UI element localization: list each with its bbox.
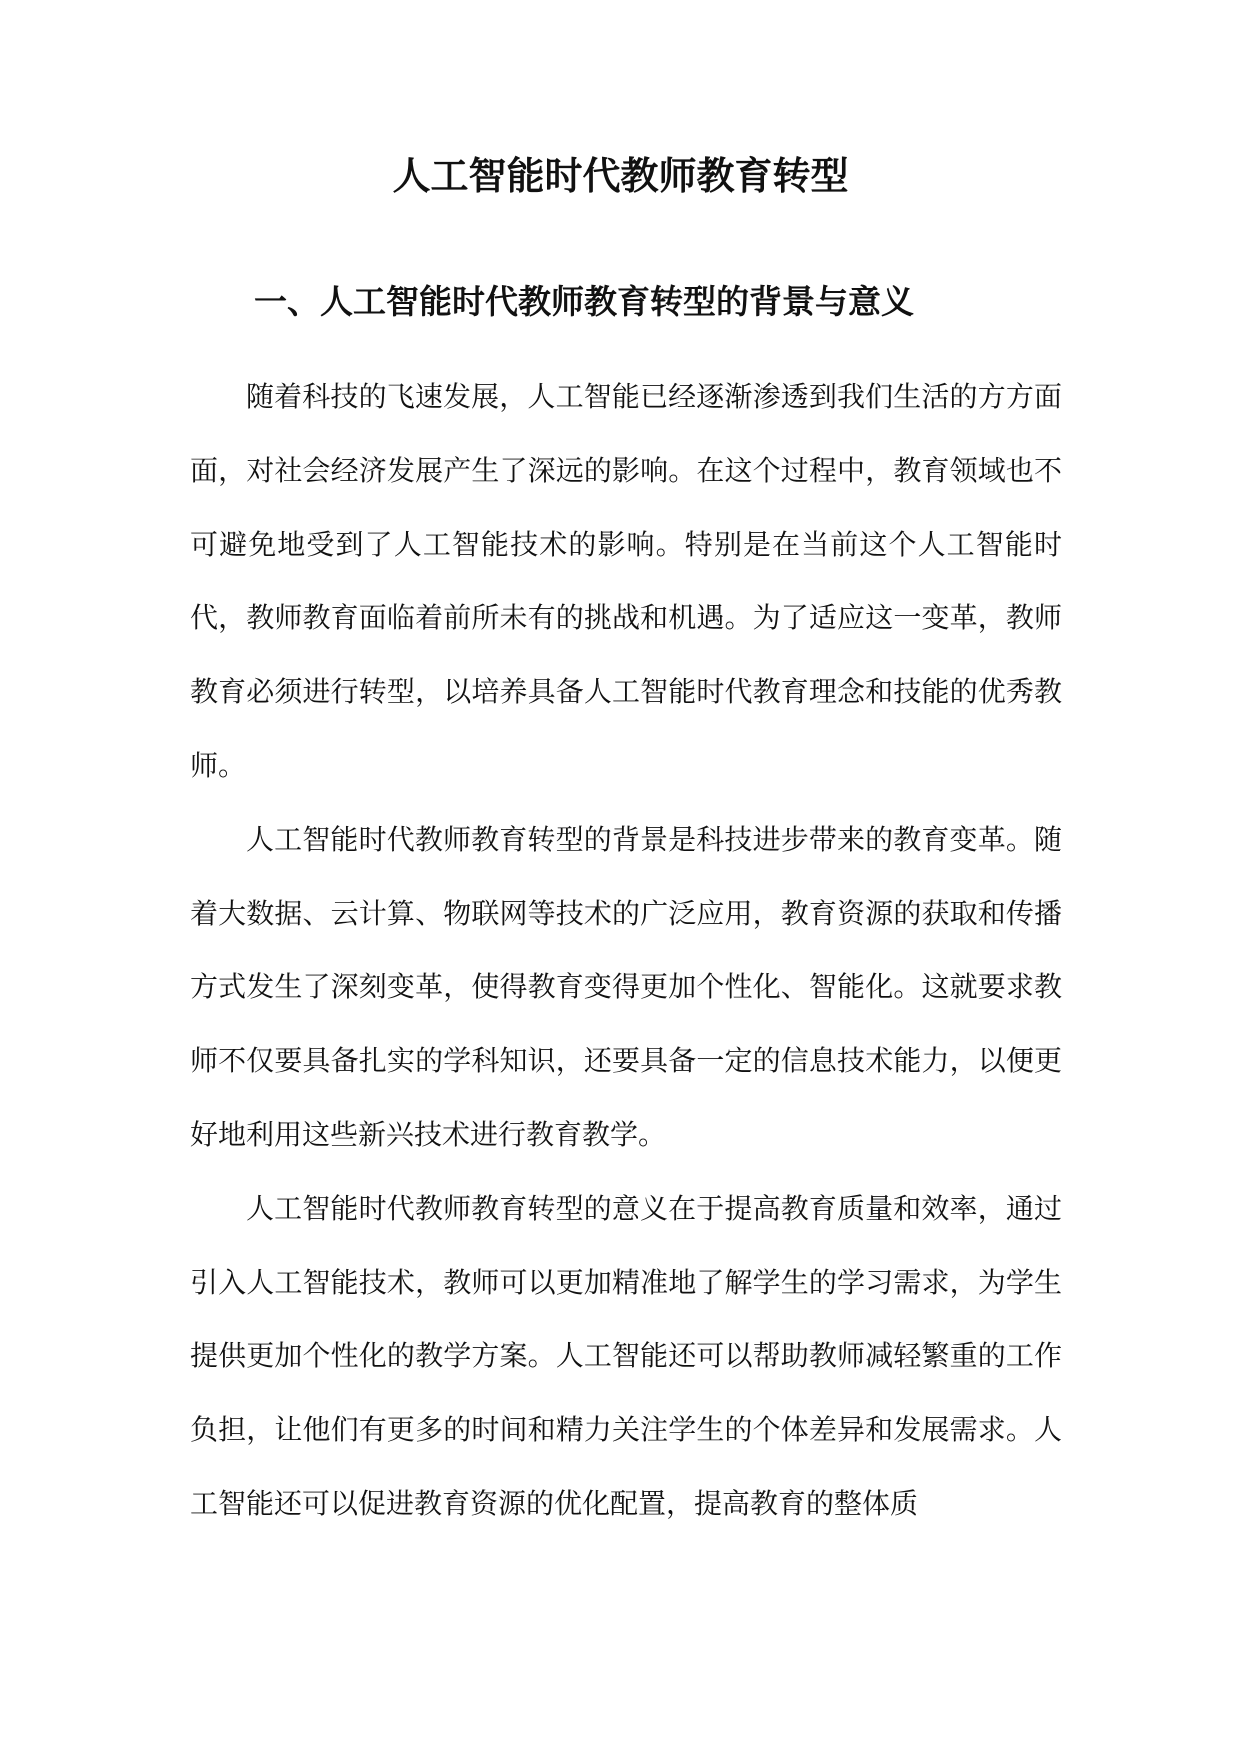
paragraph: 随着科技的飞速发展，人工智能已经逐渐渗透到我们生活的方方面面，对社会经济发展产生了深远的影响。在这个过程中，教育领域也不可避免地受到了人工智能技术的影响。特别是在当前这个人工智能时代，教师教育面临着前所未有的挑战和机遇。为了适应这一变革，教师教育必须进行转型，以培养具备人工智能时代教育理念和技能的优秀教师。 xyxy=(190,380,1062,782)
paragraph: 人工智能时代教师教育转型的意义在于提高教育质量和效率，通过引入人工智能技术，教师可以更加精准地了解学生的学习需求，为学生提供更加个性化的教学方案。人工智能还可以帮助教师减轻繁重的工作负担，让他们有更多的时间和精力关注学生的个体差异和发展需求。人工智能还可以促进教育资源的优化配置，提高教育的整体质 xyxy=(190,1191,1062,1520)
section-heading: 一、人工智能时代教师教育转型的背景与意义 xyxy=(254,282,914,321)
document-title: 人工智能时代教师教育转型 xyxy=(392,153,849,198)
paragraph: 人工智能时代教师教育转型的背景是科技进步带来的教育变革。随着大数据、云计算、物联网等技术的广泛应用，教育资源的获取和传播方式发生了深刻变革，使得教育变得更加个性化、智能化。这就要求教师不仅要具备扎实的学科知识，还要具备一定的信息技术能力，以便更好地利用这些新兴技术进行教育教学。 xyxy=(190,822,1062,1151)
body-text xyxy=(190,360,1062,1541)
